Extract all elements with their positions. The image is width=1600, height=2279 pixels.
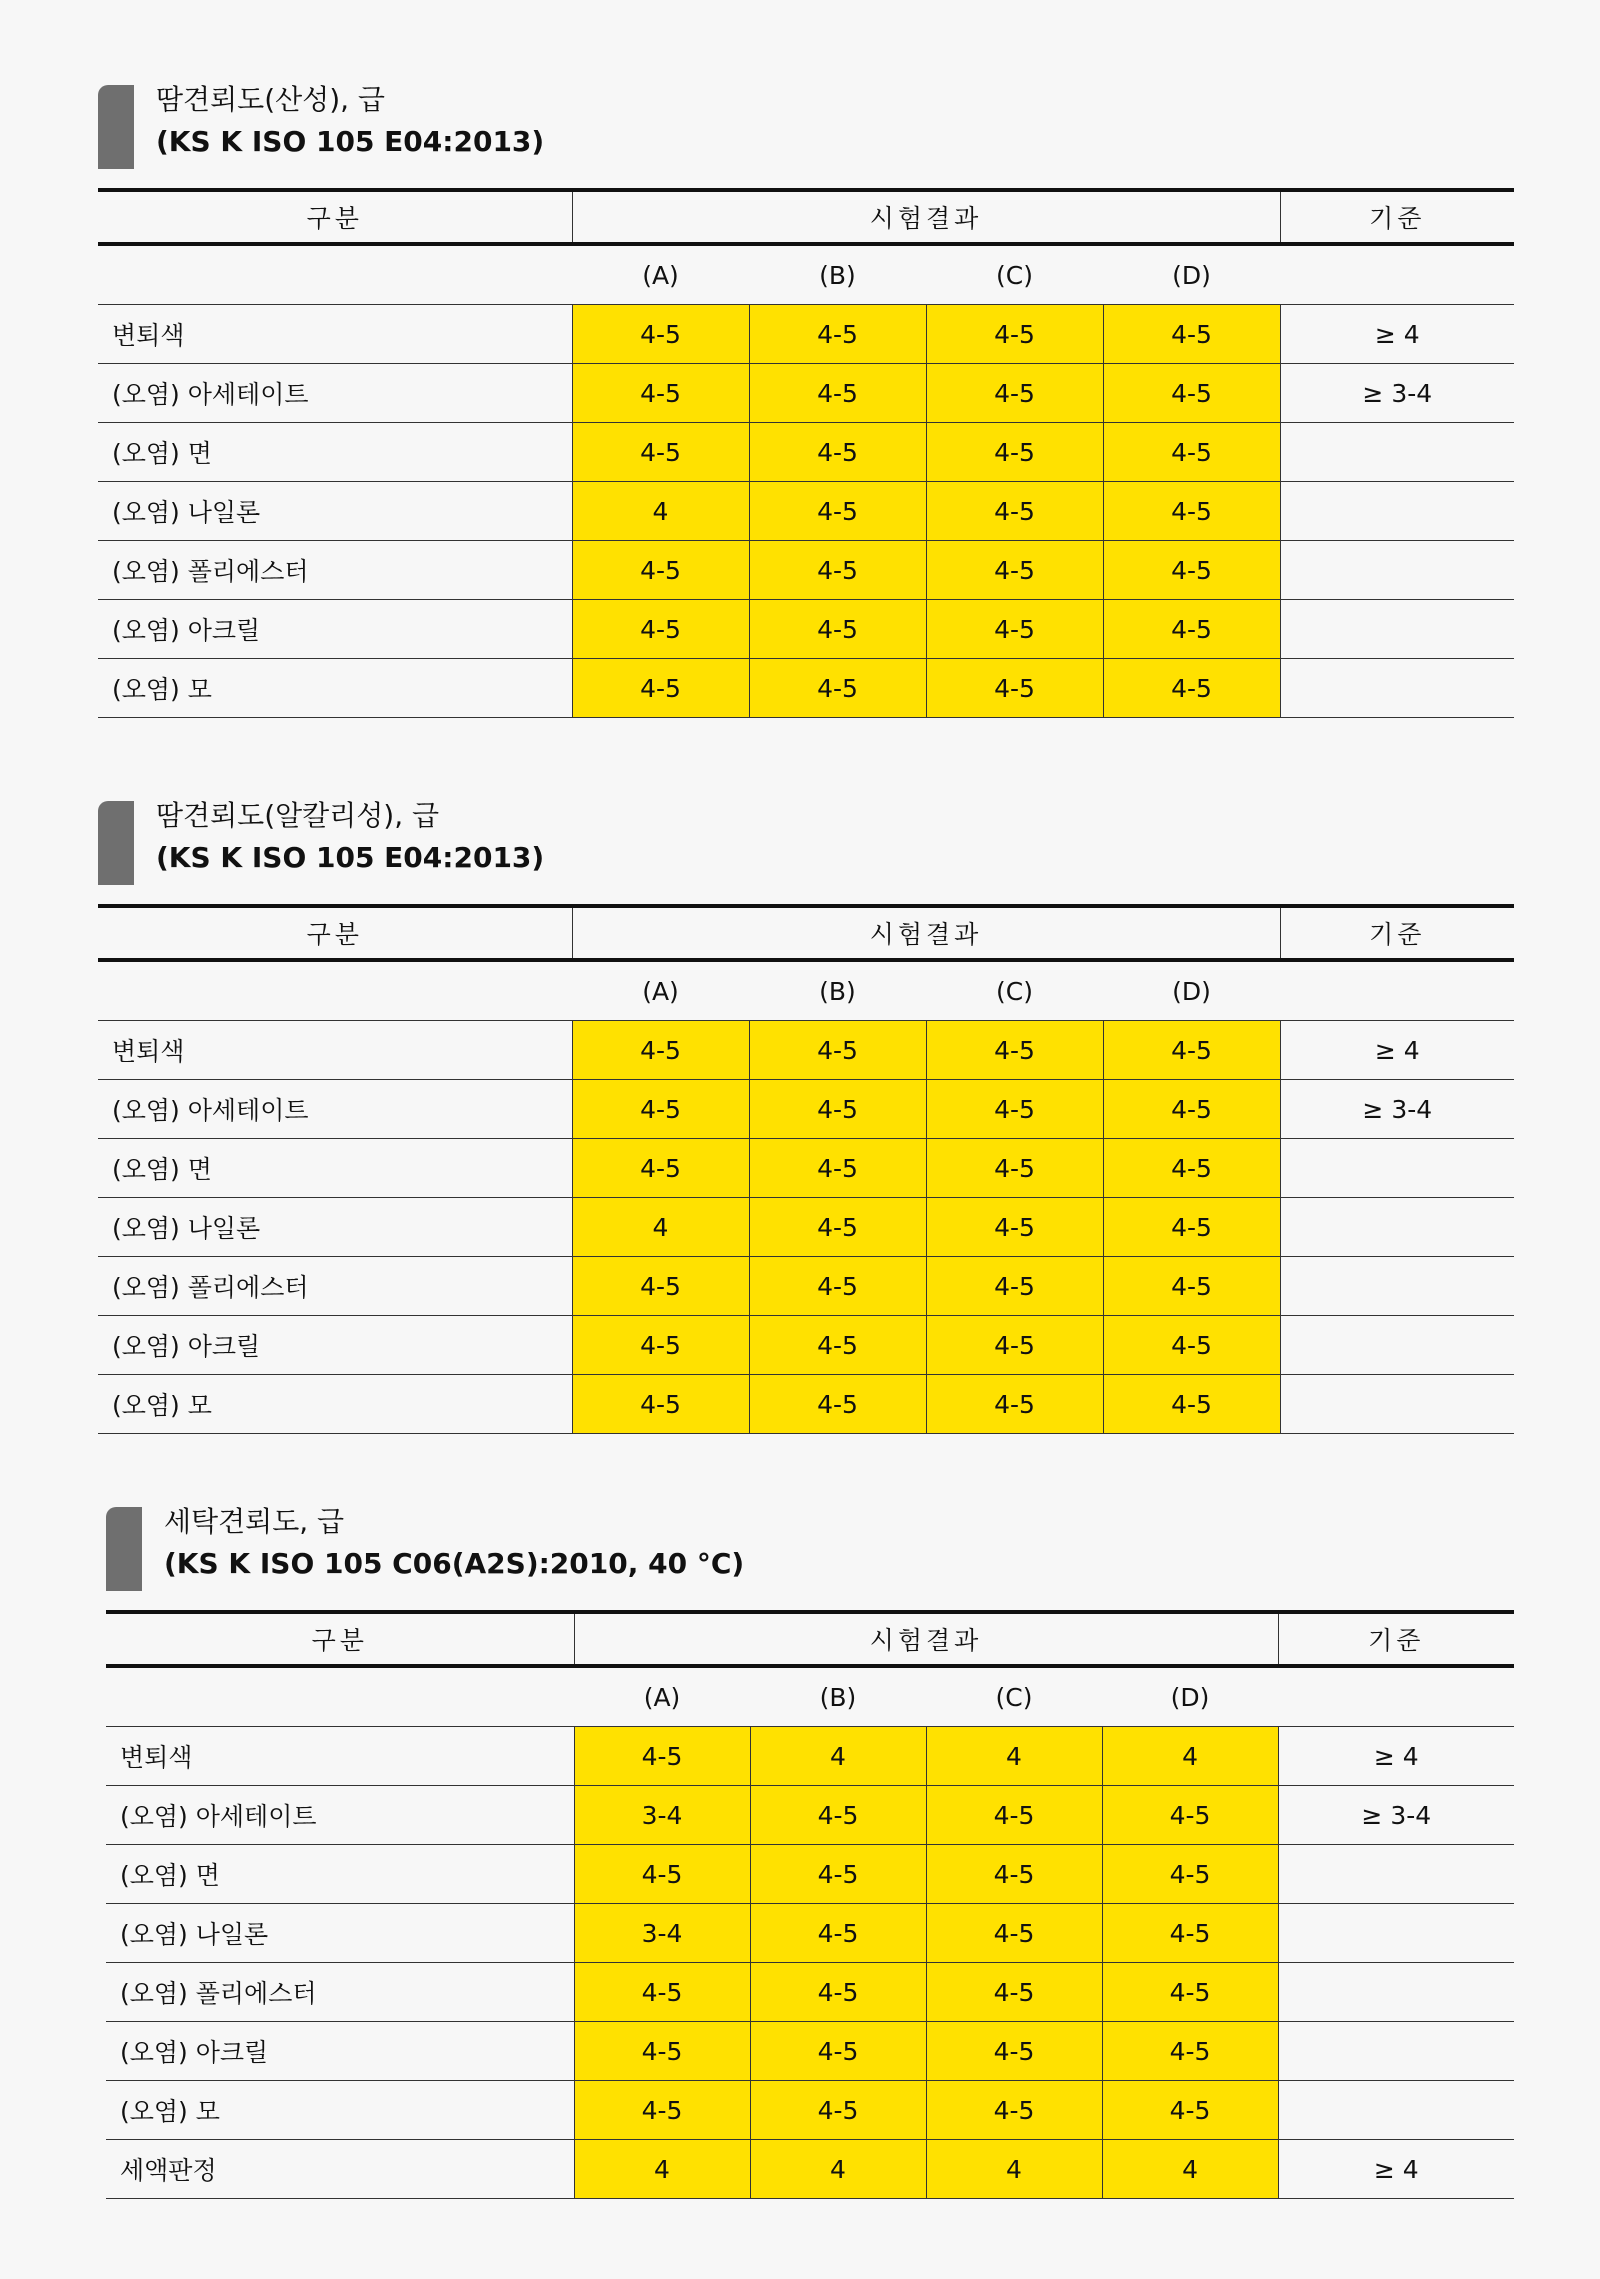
blank-cell	[98, 244, 572, 305]
result-cell: 4	[572, 482, 749, 541]
row-label: (오염) 아세테이트	[98, 364, 572, 423]
table-row	[98, 1080, 1514, 1139]
standard-cell	[1280, 423, 1514, 482]
standard-cell	[1280, 600, 1514, 659]
result-cell: 4-5	[572, 423, 749, 482]
section-title-standard: (KS K ISO 105 E04:2013)	[156, 125, 545, 158]
row-label: (오염) 폴리에스터	[98, 541, 572, 600]
row-label: 변퇴색	[98, 1021, 572, 1080]
results-table-washing	[106, 1610, 1514, 2199]
results-table-acid	[98, 188, 1514, 718]
row-label: (오염) 아크릴	[98, 1316, 572, 1375]
row-label: 세액판정	[106, 2140, 574, 2199]
result-cell: 4-5	[750, 1963, 926, 2022]
blank-cell	[1280, 960, 1514, 1021]
header-category: 구분	[106, 1612, 574, 1666]
row-label: (오염) 폴리에스터	[98, 1257, 572, 1316]
result-cell: 4-5	[926, 305, 1103, 364]
row-label: (오염) 나일론	[98, 1198, 572, 1257]
table-row	[98, 305, 1514, 364]
blank-cell	[1278, 1666, 1514, 1727]
result-cell: 4-5	[1103, 1375, 1280, 1434]
result-cell: 4-5	[1103, 423, 1280, 482]
result-cell: 4-5	[1102, 1786, 1278, 1845]
blank-cell	[1280, 244, 1514, 305]
standard-cell: ≥ 4	[1278, 2140, 1514, 2199]
table-row	[98, 659, 1514, 718]
result-cell: 4-5	[1103, 659, 1280, 718]
sample-label-row	[98, 960, 1514, 1021]
sample-label: (A)	[572, 960, 749, 1021]
standard-cell: ≥ 4	[1280, 1021, 1514, 1080]
header-standard: 기준	[1280, 190, 1514, 244]
table-row	[98, 1139, 1514, 1198]
table-row	[106, 1845, 1514, 1904]
result-cell: 4	[1102, 2140, 1278, 2199]
result-cell: 4-5	[1103, 600, 1280, 659]
result-cell: 4-5	[572, 1316, 749, 1375]
standard-cell	[1278, 1845, 1514, 1904]
standard-cell: ≥ 3-4	[1280, 364, 1514, 423]
sample-label: (B)	[750, 1666, 926, 1727]
result-cell: 4-5	[572, 1021, 749, 1080]
table-row	[98, 364, 1514, 423]
header-standard: 기준	[1278, 1612, 1514, 1666]
row-label: (오염) 아세테이트	[106, 1786, 574, 1845]
sample-label: (A)	[572, 244, 749, 305]
row-label: (오염) 면	[98, 423, 572, 482]
standard-cell	[1280, 1139, 1514, 1198]
table-row	[98, 1198, 1514, 1257]
row-label: (오염) 폴리에스터	[106, 1963, 574, 2022]
result-cell: 4-5	[926, 659, 1103, 718]
table-row	[98, 1375, 1514, 1434]
result-cell: 4-5	[1103, 1080, 1280, 1139]
result-cell: 4	[1102, 1727, 1278, 1786]
sample-label: (C)	[926, 960, 1103, 1021]
table-row	[98, 1316, 1514, 1375]
sample-label-row	[98, 244, 1514, 305]
result-cell: 4	[926, 1727, 1102, 1786]
table-row	[106, 2140, 1514, 2199]
result-cell: 4-5	[926, 423, 1103, 482]
header-category: 구분	[98, 906, 572, 960]
result-cell: 4-5	[1103, 482, 1280, 541]
result-cell: 4-5	[750, 2081, 926, 2140]
result-cell: 4-5	[749, 1257, 926, 1316]
standard-cell	[1280, 1198, 1514, 1257]
result-cell: 4-5	[926, 1375, 1103, 1434]
result-cell: 4-5	[749, 600, 926, 659]
result-cell: 4	[926, 2140, 1102, 2199]
table-row	[98, 482, 1514, 541]
result-cell: 4-5	[750, 1904, 926, 1963]
result-cell: 4-5	[1102, 1904, 1278, 1963]
result-cell: 4-5	[574, 1845, 750, 1904]
result-cell: 4-5	[1102, 1845, 1278, 1904]
result-cell: 4-5	[750, 1786, 926, 1845]
section-title-main: 세탁견뢰도, 급	[164, 1505, 345, 1538]
row-label: (오염) 모	[98, 1375, 572, 1434]
result-cell: 4-5	[750, 2022, 926, 2081]
sample-label: (D)	[1102, 1666, 1278, 1727]
section-title-standard: (KS K ISO 105 E04:2013)	[156, 841, 545, 874]
standard-cell	[1280, 1257, 1514, 1316]
table-row	[98, 1257, 1514, 1316]
result-cell: 4-5	[1103, 1198, 1280, 1257]
table-row	[106, 2081, 1514, 2140]
sample-label: (B)	[749, 960, 926, 1021]
result-cell: 4-5	[926, 364, 1103, 423]
result-cell: 4-5	[1103, 1021, 1280, 1080]
result-cell: 4-5	[749, 423, 926, 482]
table-row	[106, 1786, 1514, 1845]
result-cell: 4-5	[926, 1021, 1103, 1080]
result-cell: 4-5	[749, 541, 926, 600]
header-row	[106, 1612, 1514, 1666]
result-cell: 4-5	[1102, 2081, 1278, 2140]
standard-cell	[1278, 1904, 1514, 1963]
sample-label: (D)	[1103, 244, 1280, 305]
table-row	[106, 1727, 1514, 1786]
standard-cell	[1280, 482, 1514, 541]
table-row	[98, 541, 1514, 600]
result-cell: 4-5	[749, 1316, 926, 1375]
result-cell: 4-5	[749, 1080, 926, 1139]
standard-cell	[1278, 2022, 1514, 2081]
result-cell: 4-5	[574, 1963, 750, 2022]
section-marker	[98, 801, 134, 885]
result-cell: 4-5	[1103, 1316, 1280, 1375]
results-table-alkaline	[98, 904, 1514, 1434]
result-cell: 4-5	[926, 600, 1103, 659]
section-title	[164, 1501, 744, 1585]
result-cell: 4-5	[572, 600, 749, 659]
result-cell: 4-5	[926, 1080, 1103, 1139]
standard-cell	[1280, 659, 1514, 718]
section-title-main: 땀견뢰도(알칼리성), 급	[156, 799, 440, 832]
section-title	[156, 79, 544, 163]
row-label: (오염) 면	[98, 1139, 572, 1198]
row-label: (오염) 모	[98, 659, 572, 718]
result-cell: 4-5	[926, 1904, 1102, 1963]
section-title-main: 땀견뢰도(산성), 급	[156, 83, 385, 116]
table-row	[106, 1963, 1514, 2022]
result-cell: 4	[572, 1198, 749, 1257]
result-cell: 4-5	[926, 1845, 1102, 1904]
result-cell: 4-5	[572, 1375, 749, 1434]
result-cell: 4-5	[1102, 1963, 1278, 2022]
blank-cell	[106, 1666, 574, 1727]
header-standard: 기준	[1280, 906, 1514, 960]
header-results: 시험결과	[572, 906, 1280, 960]
result-cell: 4	[750, 1727, 926, 1786]
result-cell: 4-5	[572, 1257, 749, 1316]
result-cell: 3-4	[574, 1904, 750, 1963]
result-cell: 4-5	[926, 2022, 1102, 2081]
blank-cell	[98, 960, 572, 1021]
result-cell: 4-5	[749, 364, 926, 423]
result-cell: 4-5	[749, 659, 926, 718]
row-label: 변퇴색	[106, 1727, 574, 1786]
result-cell: 4-5	[572, 364, 749, 423]
standard-cell	[1278, 1963, 1514, 2022]
header-results: 시험결과	[572, 190, 1280, 244]
result-cell: 4-5	[749, 1021, 926, 1080]
row-label: (오염) 모	[106, 2081, 574, 2140]
result-cell: 4-5	[574, 2022, 750, 2081]
table-row	[98, 1021, 1514, 1080]
result-cell: 4-5	[926, 1786, 1102, 1845]
result-cell: 4-5	[926, 1963, 1102, 2022]
result-cell: 4-5	[749, 482, 926, 541]
sample-label: (A)	[574, 1666, 750, 1727]
row-label: 변퇴색	[98, 305, 572, 364]
section-marker	[98, 85, 134, 169]
row-label: (오염) 아세테이트	[98, 1080, 572, 1139]
table-row	[98, 600, 1514, 659]
result-cell: 4-5	[572, 1139, 749, 1198]
standard-cell	[1280, 1375, 1514, 1434]
result-cell: 4-5	[926, 482, 1103, 541]
row-label: (오염) 나일론	[98, 482, 572, 541]
header-category: 구분	[98, 190, 572, 244]
section-marker	[106, 1507, 142, 1591]
table-row	[106, 1904, 1514, 1963]
header-row	[98, 906, 1514, 960]
result-cell: 4-5	[926, 1316, 1103, 1375]
result-cell: 3-4	[574, 1786, 750, 1845]
row-label: (오염) 면	[106, 1845, 574, 1904]
result-cell: 4-5	[572, 659, 749, 718]
result-cell: 4-5	[926, 541, 1103, 600]
result-cell: 4-5	[1103, 364, 1280, 423]
sample-label: (C)	[926, 244, 1103, 305]
result-cell: 4-5	[749, 1139, 926, 1198]
result-cell: 4-5	[926, 1198, 1103, 1257]
header-row	[98, 190, 1514, 244]
row-label: (오염) 나일론	[106, 1904, 574, 1963]
header-results: 시험결과	[574, 1612, 1278, 1666]
result-cell: 4-5	[749, 1198, 926, 1257]
table-row	[106, 2022, 1514, 2081]
row-label: (오염) 아크릴	[106, 2022, 574, 2081]
standard-cell	[1280, 1316, 1514, 1375]
standard-cell: ≥ 4	[1280, 305, 1514, 364]
result-cell: 4-5	[926, 1257, 1103, 1316]
result-cell: 4-5	[572, 305, 749, 364]
result-cell: 4-5	[926, 1139, 1103, 1198]
result-cell: 4-5	[1103, 1139, 1280, 1198]
row-label: (오염) 아크릴	[98, 600, 572, 659]
sample-label: (B)	[749, 244, 926, 305]
standard-cell: ≥ 3-4	[1278, 1786, 1514, 1845]
standard-cell	[1278, 2081, 1514, 2140]
section-title	[156, 795, 544, 879]
result-cell: 4-5	[749, 305, 926, 364]
sample-label-row	[106, 1666, 1514, 1727]
result-cell: 4-5	[1103, 541, 1280, 600]
table-row	[98, 423, 1514, 482]
result-cell: 4-5	[1102, 2022, 1278, 2081]
standard-cell	[1280, 541, 1514, 600]
standard-cell: ≥ 4	[1278, 1727, 1514, 1786]
result-cell: 4-5	[572, 1080, 749, 1139]
sample-label: (C)	[926, 1666, 1102, 1727]
result-cell: 4-5	[1103, 305, 1280, 364]
result-cell: 4-5	[926, 2081, 1102, 2140]
sample-label: (D)	[1103, 960, 1280, 1021]
result-cell: 4	[750, 2140, 926, 2199]
result-cell: 4-5	[750, 1845, 926, 1904]
result-cell: 4-5	[574, 2081, 750, 2140]
standard-cell: ≥ 3-4	[1280, 1080, 1514, 1139]
result-cell: 4-5	[572, 541, 749, 600]
result-cell: 4	[574, 2140, 750, 2199]
section-title-standard: (KS K ISO 105 C06(A2S):2010, 40 °C)	[164, 1547, 745, 1580]
result-cell: 4-5	[1103, 1257, 1280, 1316]
result-cell: 4-5	[574, 1727, 750, 1786]
result-cell: 4-5	[749, 1375, 926, 1434]
